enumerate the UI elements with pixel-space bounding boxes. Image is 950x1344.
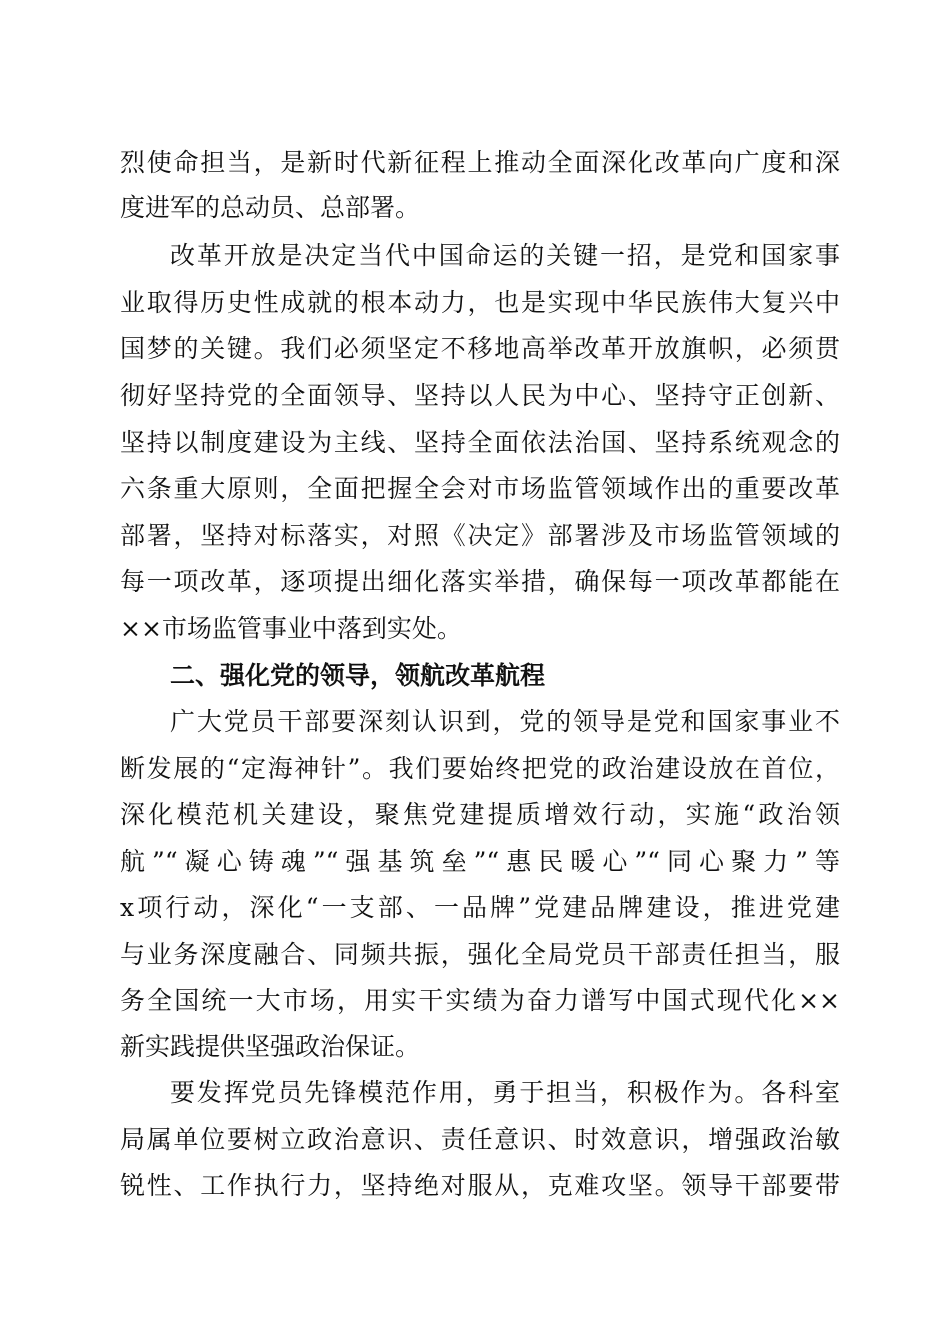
text-line: 业取得历史性成就的根本动力，也是实现中华民族伟大复兴中 [120, 288, 840, 317]
text-line: ××市场监管事业中落到实处。 [120, 614, 462, 643]
text-line: 彻好坚持党的全面领导、坚持以人民为中心、坚持守正创新、 [120, 381, 840, 410]
text-line: 深化模范机关建设，聚焦党建提质增效行动，实施“政治领 [120, 800, 840, 829]
text-line: 广大党员干部要深刻认识到，党的领导是党和国家事业不 [170, 707, 840, 736]
text-line: 每一项改革，逐项提出细化落实举措，确保每一项改革都能在 [120, 567, 840, 596]
text-line: 局属单位要树立政治意识、责任意识、时效意识，增强政治敏 [120, 1125, 840, 1154]
section-heading: 二、强化党的领导，领航改革航程 [170, 661, 546, 690]
text-line: 六条重大原则，全面把握全会对市场监管领域作出的重要改革 [120, 474, 840, 503]
text-line: 锐性、工作执行力，坚持绝对服从，克难攻坚。领导干部要带 [120, 1171, 840, 1200]
text-line: 新实践提供坚强政治保证。 [120, 1032, 421, 1061]
text-line: 断发展的“定海神针”。我们要始终把党的政治建设放在首位， [120, 754, 840, 783]
text-line: 改革开放是决定当代中国命运的关键一招，是党和国家事 [170, 241, 840, 270]
text-line: 度进军的总动员、总部署。 [120, 193, 421, 222]
text-line: 要发挥党员先锋模范作用，勇于担当，积极作为。各科室 [170, 1078, 840, 1107]
text-line: 国梦的关键。我们必须坚定不移地高举改革开放旗帜，必须贯 [120, 334, 840, 363]
text-line: 务全国统一大市场，用实干实绩为奋力谱写中国式现代化×× [120, 986, 840, 1015]
text-line: 烈使命担当，是新时代新征程上推动全面深化改革向广度和深 [120, 148, 840, 177]
text-line: 部署，坚持对标落实，对照《决定》部署涉及市场监管领域的 [120, 521, 840, 550]
text-line: 与业务深度融合、同频共振，强化全局党员干部责任担当，服 [120, 940, 840, 969]
text-line: 航”“凝心铸魂”“强基筑垒”“惠民暖心”“同心聚力”等 [120, 847, 840, 876]
text-line: 坚持以制度建设为主线、坚持全面依法治国、坚持系统观念的 [120, 428, 840, 457]
text-line: x项行动，深化“一支部、一品牌”党建品牌建设，推进党建 [120, 893, 840, 922]
